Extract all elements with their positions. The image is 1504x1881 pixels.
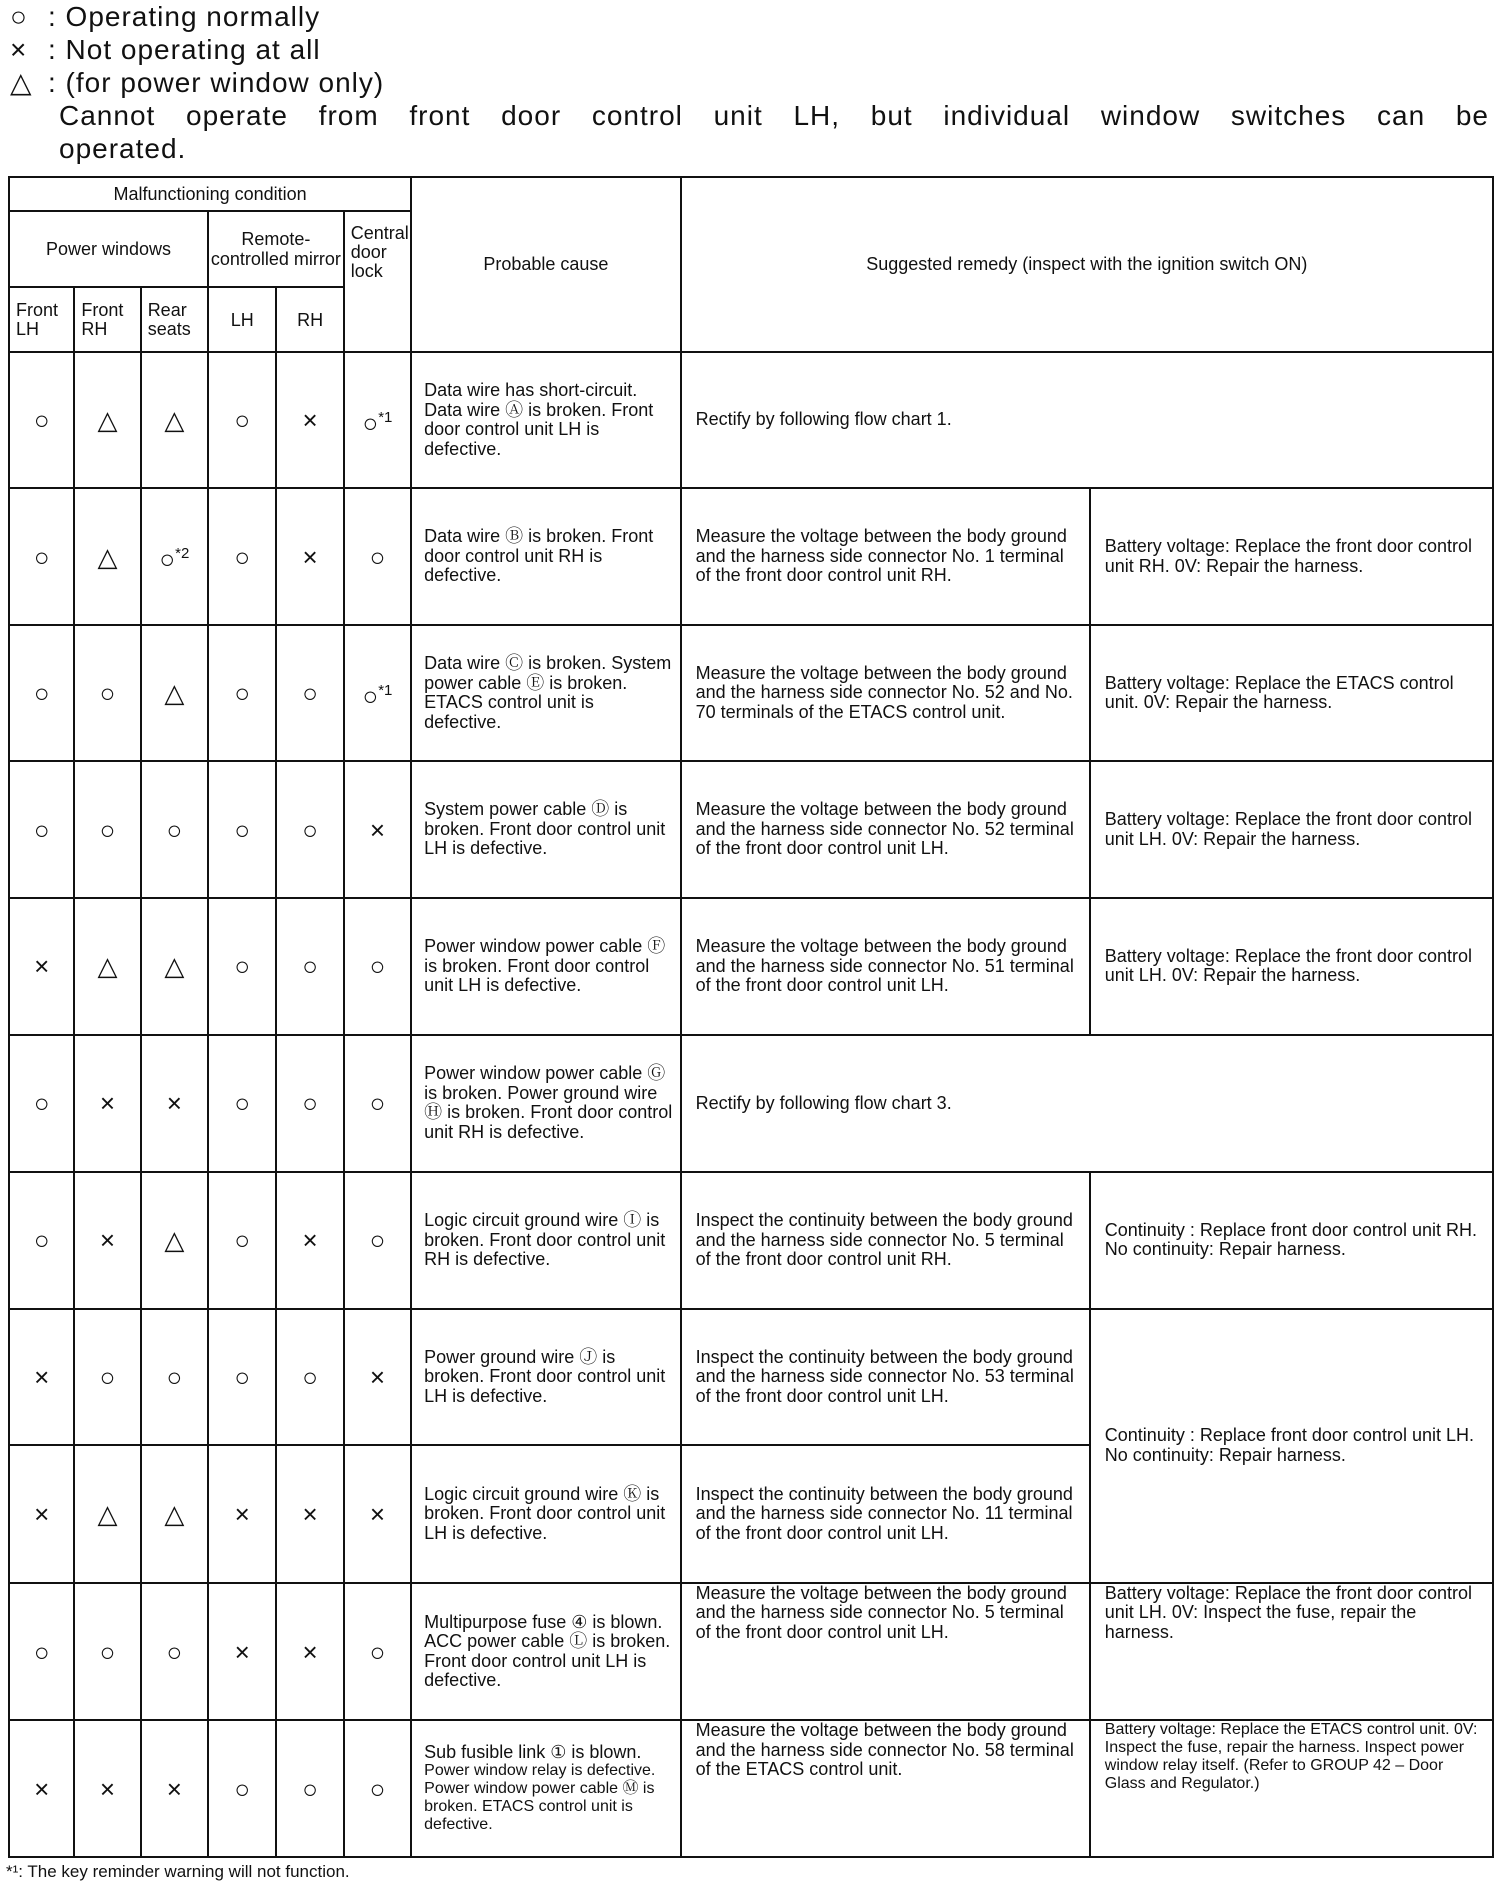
status-front-lh: × bbox=[9, 898, 74, 1035]
probable-cause: Power ground wire Ⓙ is broken. Front door control unit LH is defective. bbox=[411, 1309, 680, 1446]
status-mirror-rh: × bbox=[276, 1172, 343, 1309]
status-mirror-rh: ○ bbox=[276, 1720, 343, 1857]
probable-cause: Data wire has short-circuit. Data wire Ⓐ is broken. Front door control unit LH is defective. bbox=[411, 352, 680, 489]
status-mirror-rh: ○ bbox=[276, 1309, 343, 1446]
status-door-lock: ○ bbox=[344, 1720, 411, 1857]
suggested-remedy: Measure the voltage between the body ground and the harness side connector No. 1 terminal of the front door control unit RH. bbox=[681, 488, 1090, 625]
suggested-remedy: Inspect the continuity between the body ground and the harness side connector No. 53 terminal of the front door control unit LH. bbox=[681, 1309, 1090, 1446]
status-rear-seats: ○ bbox=[141, 1309, 208, 1446]
table-row bbox=[9, 488, 1493, 625]
header-mirror-rh: RH bbox=[276, 287, 343, 351]
normal-symbol: ○ bbox=[10, 1, 28, 32]
table-row bbox=[9, 1309, 1493, 1446]
remedy-result: Battery voltage: Replace the front door control unit LH. 0V: Inspect the fuse, repair the harness. bbox=[1090, 1583, 1493, 1721]
header-remote-mirror: Remote-controlled mirror bbox=[208, 211, 344, 287]
footnotes bbox=[6, 1862, 350, 1881]
table-row bbox=[9, 625, 1493, 762]
legend-note-line1: Cannot operate from front door control unit LH, but individual window switches can be bbox=[59, 100, 1489, 131]
status-door-lock: ○ bbox=[344, 1172, 411, 1309]
header-malfunctioning-condition: Malfunctioning condition bbox=[9, 177, 411, 211]
remedy-result: Continuity : Replace front door control unit LH. No continuity: Repair harness. bbox=[1090, 1309, 1493, 1583]
legend-item bbox=[10, 0, 1489, 33]
probable-cause: Logic circuit ground wire Ⓘ is broken. Front door control unit RH is defective. bbox=[411, 1172, 680, 1309]
status-mirror-lh: ○ bbox=[208, 1172, 276, 1309]
status-rear-seats: △ bbox=[141, 625, 208, 762]
suggested-remedy: Rectify by following flow chart 3. bbox=[681, 1035, 1493, 1173]
footnote-ref: *1 bbox=[378, 681, 393, 699]
status-door-lock bbox=[344, 625, 411, 762]
status-door-lock: × bbox=[344, 761, 411, 898]
status-rear-seats: △ bbox=[141, 1445, 208, 1583]
status-door-lock: × bbox=[344, 1445, 411, 1583]
status-rear-seats: × bbox=[141, 1720, 208, 1857]
status-symbol: ○ bbox=[159, 544, 176, 575]
status-mirror-lh: × bbox=[208, 1583, 276, 1721]
status-front-rh: △ bbox=[74, 898, 140, 1035]
probable-cause: Power window power cable Ⓖ is broken. Power ground wire Ⓗ is broken. Front door control unit RH is defective. bbox=[411, 1035, 680, 1173]
probable-cause: Power window power cable Ⓕ is broken. Front door control unit LH is defective. bbox=[411, 898, 680, 1035]
status-front-rh: ○ bbox=[74, 761, 140, 898]
table-row bbox=[9, 761, 1493, 898]
footnote-1: *¹: The key reminder warning will not function. bbox=[6, 1862, 350, 1881]
header-probable-cause: Probable cause bbox=[411, 177, 680, 352]
status-mirror-rh: ○ bbox=[276, 898, 343, 1035]
status-symbol: ○ bbox=[362, 407, 379, 438]
header-mirror-lh: LH bbox=[208, 287, 276, 351]
suggested-remedy: Inspect the continuity between the body ground and the harness side connector No. 5 terminal of the front door control unit RH. bbox=[681, 1172, 1090, 1309]
status-front-rh: ○ bbox=[74, 1583, 140, 1721]
status-door-lock: × bbox=[344, 1309, 411, 1446]
status-mirror-lh: ○ bbox=[208, 1309, 276, 1446]
status-mirror-rh: × bbox=[276, 1583, 343, 1721]
probable-cause-detail: Power window relay is defective. Power window power cable Ⓜ is broken. ETACS control unit is defective. bbox=[424, 1762, 656, 1834]
remedy-result: Battery voltage: Replace the ETACS control unit. 0V: Inspect the fuse, repair the harness. Inspect power window relay itself. (Refer to GROUP 42 – Door Glass and Regulator.) bbox=[1090, 1720, 1493, 1857]
status-front-lh: ○ bbox=[9, 1172, 74, 1309]
footnote-ref: *1 bbox=[378, 408, 393, 426]
status-front-rh: △ bbox=[74, 1445, 140, 1583]
probable-cause bbox=[411, 1720, 680, 1857]
status-front-lh: ○ bbox=[9, 761, 74, 898]
status-rear-seats: × bbox=[141, 1035, 208, 1173]
status-mirror-lh: ○ bbox=[208, 488, 276, 625]
not-operating-symbol: × bbox=[10, 34, 28, 65]
legend-item bbox=[10, 66, 1489, 99]
status-front-lh: ○ bbox=[9, 488, 74, 625]
probable-cause: Multipurpose fuse ④ is blown. ACC power cable Ⓛ is broken. Front door control unit LH is defective. bbox=[411, 1583, 680, 1721]
status-mirror-lh: ○ bbox=[208, 1035, 276, 1173]
status-mirror-lh: ○ bbox=[208, 761, 276, 898]
table-row bbox=[9, 898, 1493, 1035]
status-mirror-rh: ○ bbox=[276, 1035, 343, 1173]
status-rear-seats bbox=[141, 488, 208, 625]
status-mirror-lh: ○ bbox=[208, 352, 276, 489]
table-row bbox=[9, 1720, 1493, 1857]
probable-cause: System power cable Ⓓ is broken. Front door control unit LH is defective. bbox=[411, 761, 680, 898]
header-rear-seats: Rear seats bbox=[141, 287, 208, 351]
status-mirror-lh: ○ bbox=[208, 1720, 276, 1857]
troubleshooting-table bbox=[8, 176, 1494, 1858]
status-rear-seats: △ bbox=[141, 898, 208, 1035]
status-front-rh: × bbox=[74, 1035, 140, 1173]
status-symbol: ○ bbox=[362, 680, 379, 711]
status-mirror-lh: ○ bbox=[208, 625, 276, 762]
legend-text: : Not operating at all bbox=[48, 34, 321, 65]
legend-text: : (for power window only) bbox=[48, 67, 385, 98]
status-mirror-rh: × bbox=[276, 1445, 343, 1583]
status-front-lh: × bbox=[9, 1720, 74, 1857]
status-door-lock: ○ bbox=[344, 488, 411, 625]
remedy-result: Battery voltage: Replace the front door control unit LH. 0V: Repair the harness. bbox=[1090, 761, 1493, 898]
header-suggested-remedy: Suggested remedy (inspect with the ignition switch ON) bbox=[681, 177, 1493, 352]
legend-text: : Operating normally bbox=[48, 1, 321, 32]
status-front-rh: ○ bbox=[74, 1309, 140, 1446]
status-front-rh: × bbox=[74, 1720, 140, 1857]
status-mirror-lh: × bbox=[208, 1445, 276, 1583]
suggested-remedy: Rectify by following flow chart 1. bbox=[681, 352, 1493, 489]
status-door-lock: ○ bbox=[344, 1583, 411, 1721]
suggested-remedy: Measure the voltage between the body ground and the harness side connector No. 5 terminal of the front door control unit LH. bbox=[681, 1583, 1090, 1721]
status-rear-seats: ○ bbox=[141, 761, 208, 898]
table-row bbox=[9, 1583, 1493, 1721]
status-mirror-rh: × bbox=[276, 352, 343, 489]
probable-cause: Logic circuit ground wire Ⓚ is broken. Front door control unit LH is defective. bbox=[411, 1445, 680, 1583]
legend-item bbox=[10, 33, 1489, 66]
suggested-remedy: Measure the voltage between the body ground and the harness side connector No. 52 terminal of the front door control unit LH. bbox=[681, 761, 1090, 898]
status-front-rh: × bbox=[74, 1172, 140, 1309]
header-front-rh: Front RH bbox=[74, 287, 140, 351]
status-front-rh: △ bbox=[74, 352, 140, 489]
suggested-remedy: Measure the voltage between the body ground and the harness side connector No. 58 terminal of the ETACS control unit. bbox=[681, 1720, 1090, 1857]
status-mirror-rh: ○ bbox=[276, 625, 343, 762]
header-power-windows: Power windows bbox=[9, 211, 208, 287]
table-row bbox=[9, 352, 1493, 489]
partial-symbol: △ bbox=[10, 67, 33, 98]
status-mirror-lh: ○ bbox=[208, 898, 276, 1035]
suggested-remedy: Inspect the continuity between the body ground and the harness side connector No. 11 terminal of the front door control unit LH. bbox=[681, 1445, 1090, 1583]
header-central-door-lock: Central door lock bbox=[344, 211, 411, 352]
status-front-lh: ○ bbox=[9, 625, 74, 762]
status-mirror-rh: × bbox=[276, 488, 343, 625]
remedy-result: Battery voltage: Replace the front door control unit RH. 0V: Repair the harness. bbox=[1090, 488, 1493, 625]
suggested-remedy: Measure the voltage between the body ground and the harness side connector No. 51 terminal of the front door control unit LH. bbox=[681, 898, 1090, 1035]
legend bbox=[10, 0, 1489, 165]
remedy-result: Battery voltage: Replace the ETACS control unit. 0V: Repair the harness. bbox=[1090, 625, 1493, 762]
table-row bbox=[9, 1035, 1493, 1173]
status-door-lock: ○ bbox=[344, 1035, 411, 1173]
status-rear-seats: ○ bbox=[141, 1583, 208, 1721]
suggested-remedy: Measure the voltage between the body ground and the harness side connector No. 52 and No. 70 terminals of the ETACS control unit. bbox=[681, 625, 1090, 762]
status-front-lh: × bbox=[9, 1309, 74, 1446]
status-door-lock: ○ bbox=[344, 898, 411, 1035]
status-rear-seats: △ bbox=[141, 352, 208, 489]
probable-cause: Data wire Ⓑ is broken. Front door control unit RH is defective. bbox=[411, 488, 680, 625]
table-row bbox=[9, 1172, 1493, 1309]
status-front-lh: ○ bbox=[9, 1035, 74, 1173]
status-rear-seats: △ bbox=[141, 1172, 208, 1309]
remedy-result: Continuity : Replace front door control unit RH. No continuity: Repair harness. bbox=[1090, 1172, 1493, 1309]
status-mirror-rh: ○ bbox=[276, 761, 343, 898]
header-front-lh: Front LH bbox=[9, 287, 74, 351]
status-front-lh: × bbox=[9, 1445, 74, 1583]
probable-cause-line: Sub fusible link ① is blown. bbox=[424, 1741, 642, 1762]
status-front-rh: ○ bbox=[74, 625, 140, 762]
status-front-lh: ○ bbox=[9, 352, 74, 489]
footnote-ref: *2 bbox=[175, 545, 190, 563]
status-front-lh: ○ bbox=[9, 1583, 74, 1721]
legend-note-line2: operated. bbox=[59, 133, 187, 164]
status-front-rh: △ bbox=[74, 488, 140, 625]
probable-cause: Data wire Ⓒ is broken. System power cable Ⓔ is broken. ETACS control unit is defective. bbox=[411, 625, 680, 762]
status-door-lock bbox=[344, 352, 411, 489]
remedy-result: Battery voltage: Replace the front door control unit LH. 0V: Repair the harness. bbox=[1090, 898, 1493, 1035]
